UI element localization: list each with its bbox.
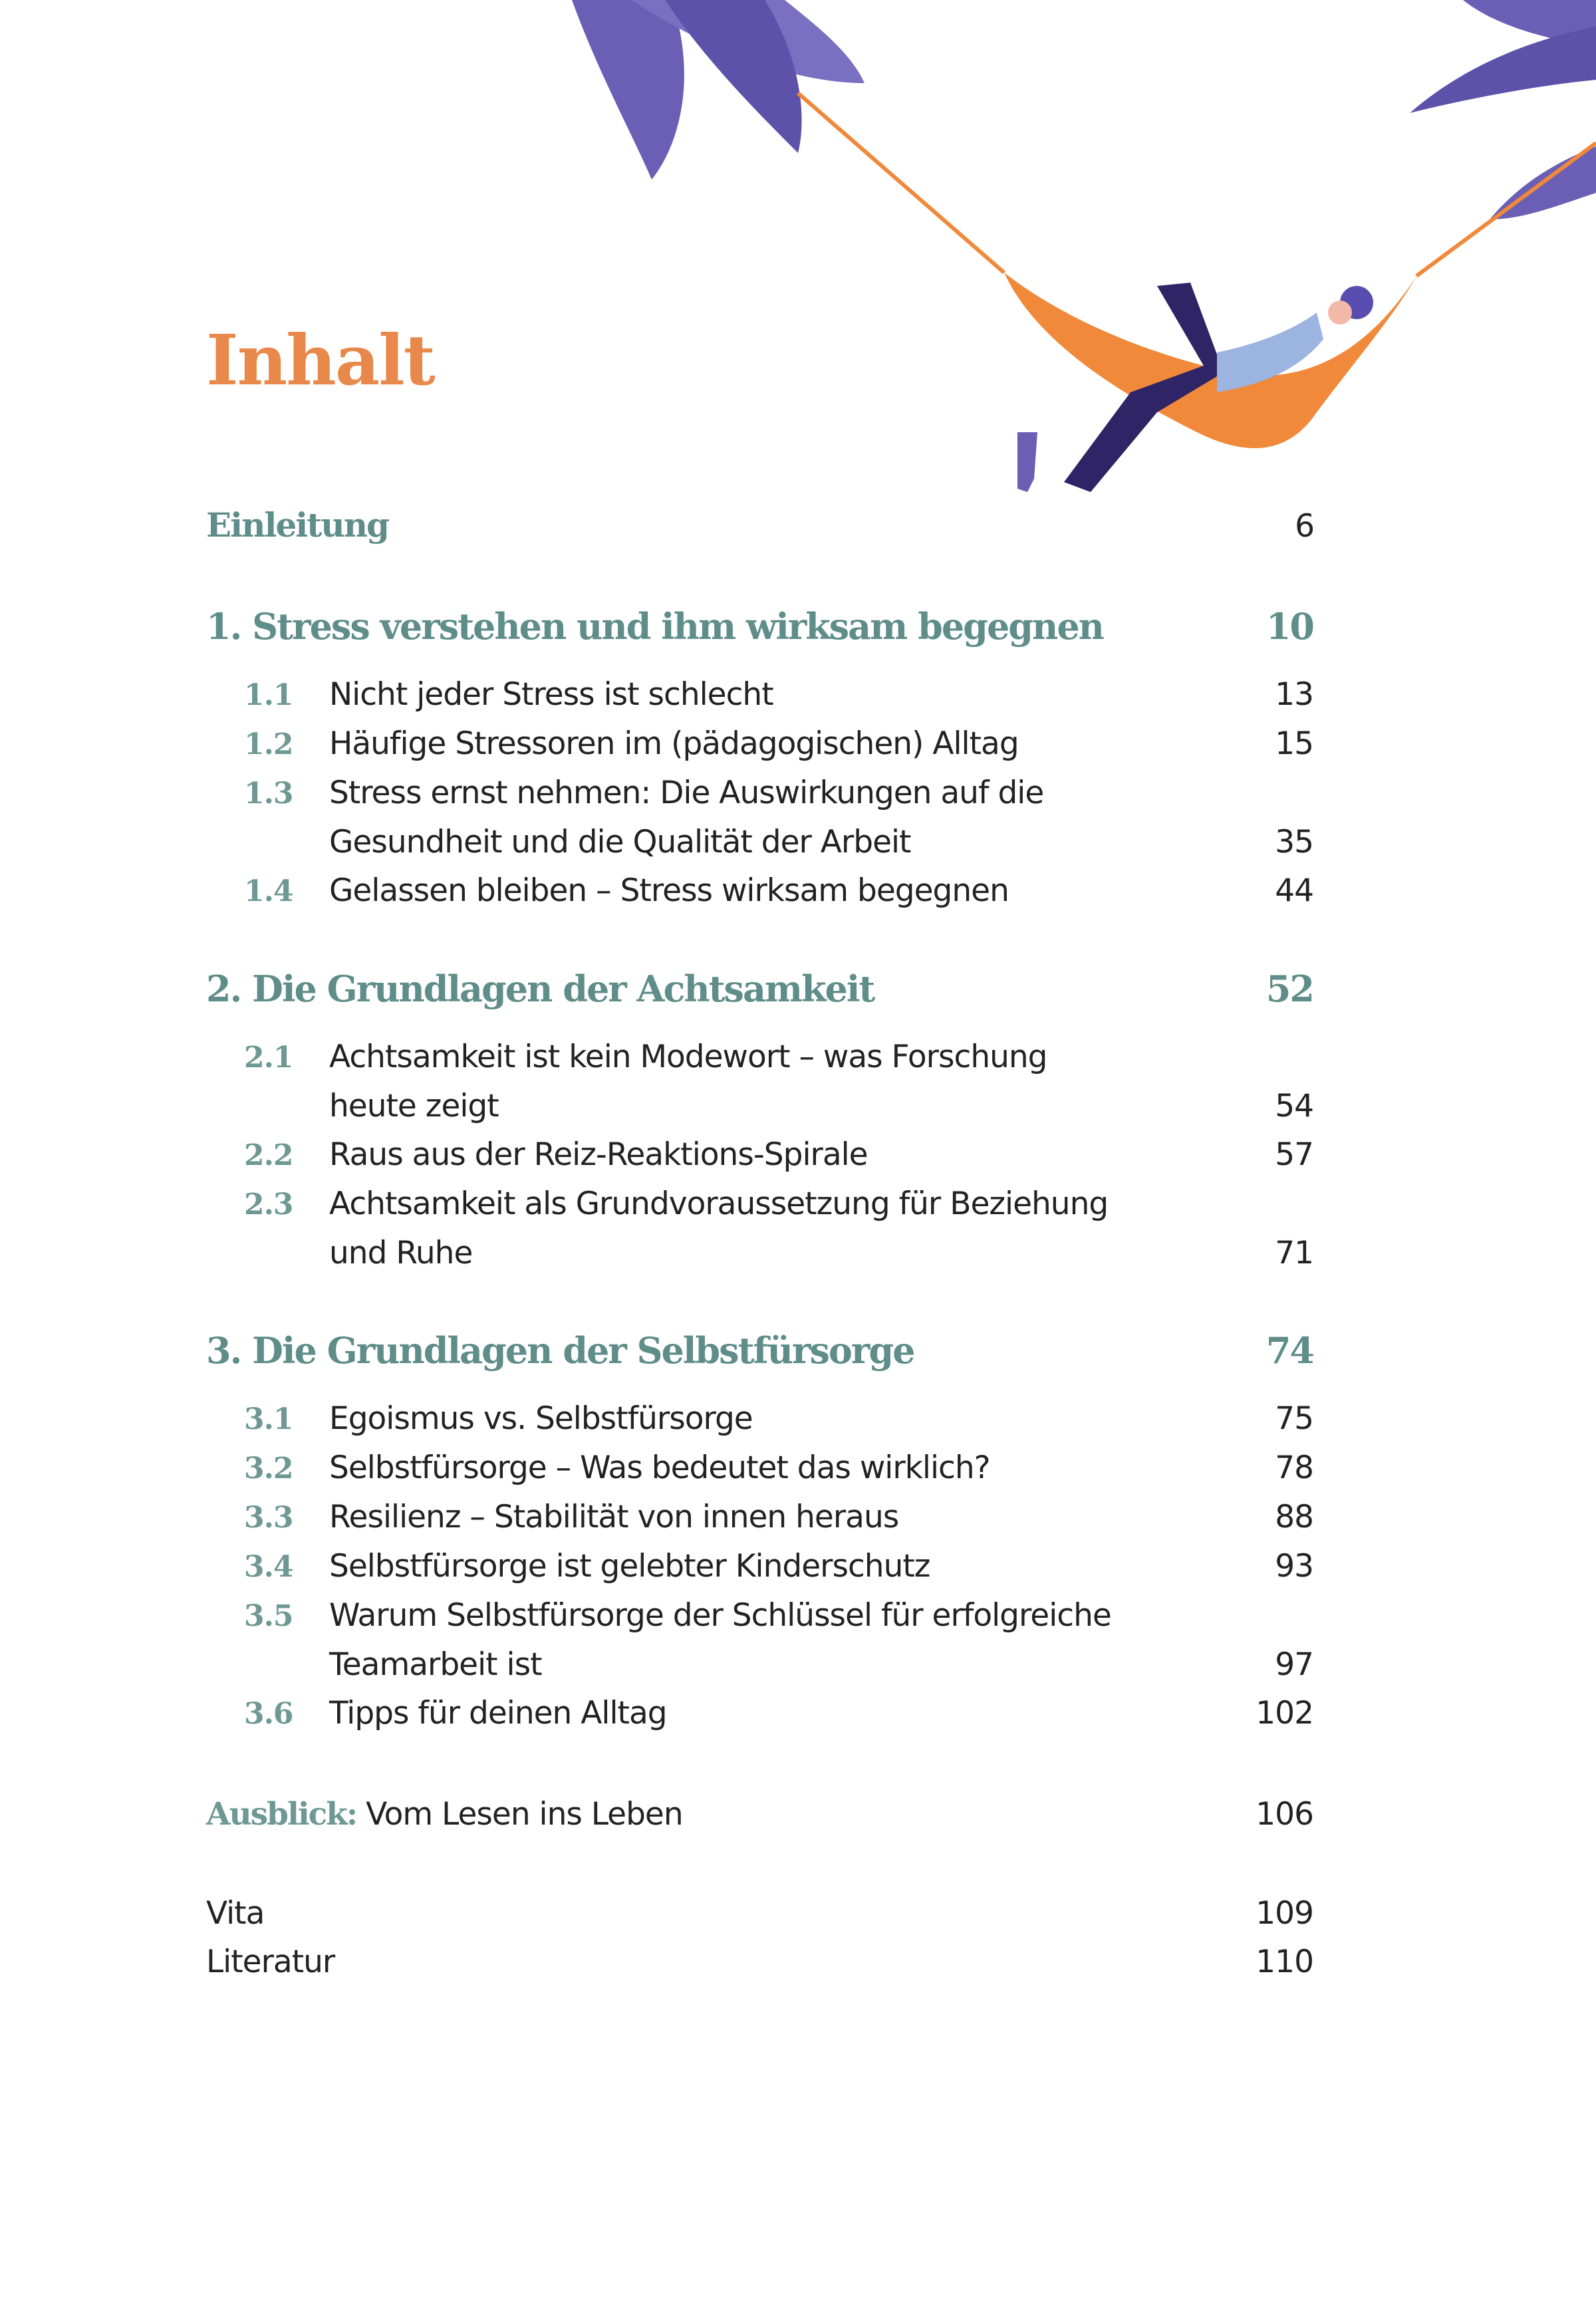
entry-lead: Ausblick: (206, 1796, 357, 1833)
section-page: 75 (1275, 1400, 1313, 1437)
hammock-icon (798, 93, 1596, 448)
chapter-page: 52 (1265, 967, 1313, 1010)
section-page: 44 (1275, 872, 1313, 909)
leaves-right-icon (1410, 0, 1596, 219)
leaves-left-icon (572, 0, 864, 180)
section-page: 57 (1275, 1136, 1313, 1173)
chapter-title: 1. Stress verstehen und ihm wirksam begegnen (206, 605, 1103, 648)
toc-entry-vita[interactable] (206, 1889, 1313, 1938)
toc-chapter-2[interactable] (206, 962, 1313, 1015)
section-title: Raus aus der Reiz-Reaktions-Spirale (329, 1136, 868, 1173)
section-page: 35 (1275, 824, 1313, 860)
toc-section-continuation[interactable] (206, 1640, 1313, 1689)
section-page: 93 (1275, 1548, 1313, 1585)
section-page: 15 (1275, 725, 1313, 762)
toc-section[interactable] (206, 670, 1313, 719)
toc-section-continuation[interactable] (206, 818, 1313, 866)
toc-section[interactable] (206, 1130, 1313, 1180)
toc-section[interactable] (206, 1689, 1313, 1738)
toc-entry-introduction[interactable] (206, 499, 1313, 553)
section-title: und Ruhe (329, 1235, 473, 1271)
entry-page: 109 (1256, 1895, 1313, 1932)
toc-chapter-1[interactable] (206, 600, 1313, 653)
toc-section[interactable] (206, 1033, 1313, 1082)
entry-label: Einleitung (206, 505, 389, 545)
section-number: 3.6 (244, 1697, 293, 1731)
section-page: 13 (1275, 676, 1313, 713)
section-number: 2.1 (244, 1041, 293, 1075)
toc-section[interactable] (206, 1542, 1313, 1591)
section-title: Gelassen bleiben – Stress wirksam begegnen (329, 872, 1009, 909)
toc-section[interactable] (206, 719, 1313, 769)
section-number: 1.4 (244, 874, 293, 908)
section-number: 3.1 (244, 1402, 293, 1436)
chapter-title: 3. Die Grundlagen der Selbstfürsorge (206, 1329, 914, 1372)
toc-section[interactable] (206, 866, 1313, 916)
entry-page: 6 (1295, 508, 1313, 545)
section-title: Resilienz – Stabilität von innen heraus (329, 1499, 899, 1535)
section-title: heute zeigt (329, 1088, 499, 1124)
section-title: Achtsamkeit ist kein Modewort – was Forschung (329, 1039, 1047, 1075)
section-title: Nicht jeder Stress ist schlecht (329, 676, 773, 713)
section-number: 3.4 (244, 1550, 293, 1584)
entry-label: Vita (206, 1895, 265, 1932)
toc-section-continuation[interactable] (206, 1082, 1313, 1130)
table-of-contents (206, 499, 1313, 1986)
section-number: 3.2 (244, 1452, 293, 1485)
section-title: Häufige Stressoren im (pädagogischen) Alltag (329, 725, 1019, 762)
section-title: Egoismus vs. Selbstfürsorge (329, 1400, 753, 1437)
section-title: Stress ernst nehmen: Die Auswirkungen auf die (329, 775, 1044, 811)
section-title: Tipps für deinen Alltag (329, 1695, 667, 1731)
chapter-page: 10 (1265, 605, 1313, 648)
toc-section[interactable] (206, 1493, 1313, 1542)
entry-label: Vom Lesen ins Leben (366, 1796, 683, 1833)
section-title: Teamarbeit ist (329, 1646, 542, 1683)
entry-page: 106 (1256, 1796, 1313, 1833)
entry-label: Literatur (206, 1944, 335, 1980)
section-number: 1.2 (244, 727, 293, 761)
section-page: 54 (1275, 1088, 1313, 1124)
section-number: 2.2 (244, 1138, 293, 1172)
toc-chapter-3[interactable] (206, 1324, 1313, 1377)
toc-entry-literature[interactable] (206, 1938, 1313, 1986)
hammock-illustration (0, 0, 1596, 532)
section-title: Selbstfürsorge – Was bedeutet das wirklich? (329, 1450, 990, 1486)
section-page: 88 (1275, 1499, 1313, 1535)
section-number: 1.1 (244, 678, 293, 712)
section-title: Achtsamkeit als Grundvoraussetzung für Beziehung (329, 1186, 1109, 1222)
toc-section[interactable] (206, 1180, 1313, 1229)
section-number: 1.3 (244, 777, 293, 811)
section-title: Warum Selbstfürsorge der Schlüssel für erfolgreiche (329, 1597, 1111, 1634)
chapter-title: 2. Die Grundlagen der Achtsamkeit (206, 967, 874, 1010)
chapter-page: 74 (1265, 1329, 1313, 1372)
section-title: Gesundheit und die Qualität der Arbeit (329, 824, 911, 860)
section-page: 102 (1256, 1695, 1313, 1731)
toc-section[interactable] (206, 1444, 1313, 1493)
toc-section[interactable] (206, 769, 1313, 818)
section-number: 3.3 (244, 1501, 293, 1535)
entry-page: 110 (1256, 1944, 1313, 1980)
toc-entry-outlook[interactable] (206, 1790, 1313, 1839)
page-title: Inhalt (206, 319, 434, 401)
section-number: 3.5 (244, 1599, 293, 1633)
section-page: 97 (1275, 1646, 1313, 1683)
toc-section-continuation[interactable] (206, 1229, 1313, 1277)
toc-section[interactable] (206, 1591, 1313, 1640)
section-title: Selbstfürsorge ist gelebter Kinderschutz (329, 1548, 930, 1585)
toc-section[interactable] (206, 1394, 1313, 1444)
section-page: 78 (1275, 1450, 1313, 1486)
section-page: 71 (1275, 1235, 1313, 1271)
section-number: 2.3 (244, 1188, 293, 1221)
